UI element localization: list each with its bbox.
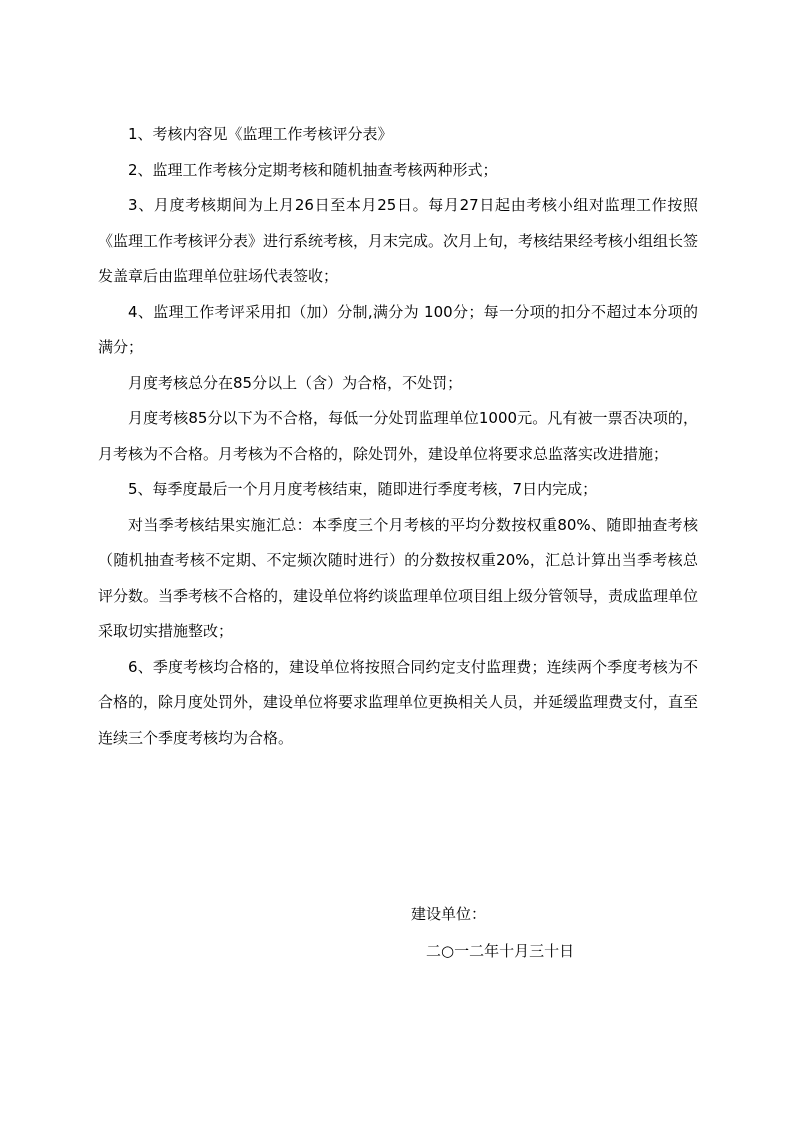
paragraph-1: 1、考核内容见《监理工作考核评分表》 <box>128 125 393 143</box>
paragraph-3: 3、月度考核期间为上月26日至本月25日。每月27日起由考核小组对监理工作按照《监理工作考核评分表》进行系统考核，月末完成。次月上旬，考核结果经考核小组组长签发盖章后由监理单位驻场代表签收； <box>98 196 699 285</box>
paragraph-quarterly-summary: 对当季考核结果实施汇总：本季度三个月考核的平均分数按权重80%、随即抽查考核（随机抽查考核不定期、不定频次随时进行）的分数按权重20%，汇总计算出当季考核总评分数。当季考核不合格的，建设单位将约谈监理单位项目组上级分管领导，责成监理单位采取切实措施整改； <box>98 515 699 640</box>
signature-date: 二○一二年十月三十日 <box>426 942 575 960</box>
document-body <box>98 117 698 756</box>
paragraph-6: 6、季度考核均合格的，建设单位将按照合同约定支付监理费；连续两个季度考核为不合格的，除月度处罚外，建设单位将要求监理单位更换相关人员，并延缓监理费支付，直至连续三个季度考核均为合格。 <box>98 657 699 747</box>
paragraph-monthly-fail: 月度考核85分以下为不合格，每低一分处罚监理单位1000元。凡有被一票否决项的，月考核为不合格。月考核为不合格的，除处罚外，建设单位将要求总监落实改进措施； <box>98 409 698 463</box>
paragraph-5: 5、每季度最后一个月月度考核结束，随即进行季度考核，7日内完成； <box>128 480 598 498</box>
paragraph-2: 2、监理工作考核分定期考核和随机抽查考核两种形式； <box>128 160 498 179</box>
paragraph-4: 4、监理工作考评采用扣（加）分制,满分为 100分；每一分项的扣分不超过本分项的满分； <box>98 302 698 356</box>
paragraph-monthly-pass: 月度考核总分在85分以上（含）为合格，不处罚； <box>128 373 463 392</box>
signature-unit-label: 建设单位： <box>411 905 487 923</box>
